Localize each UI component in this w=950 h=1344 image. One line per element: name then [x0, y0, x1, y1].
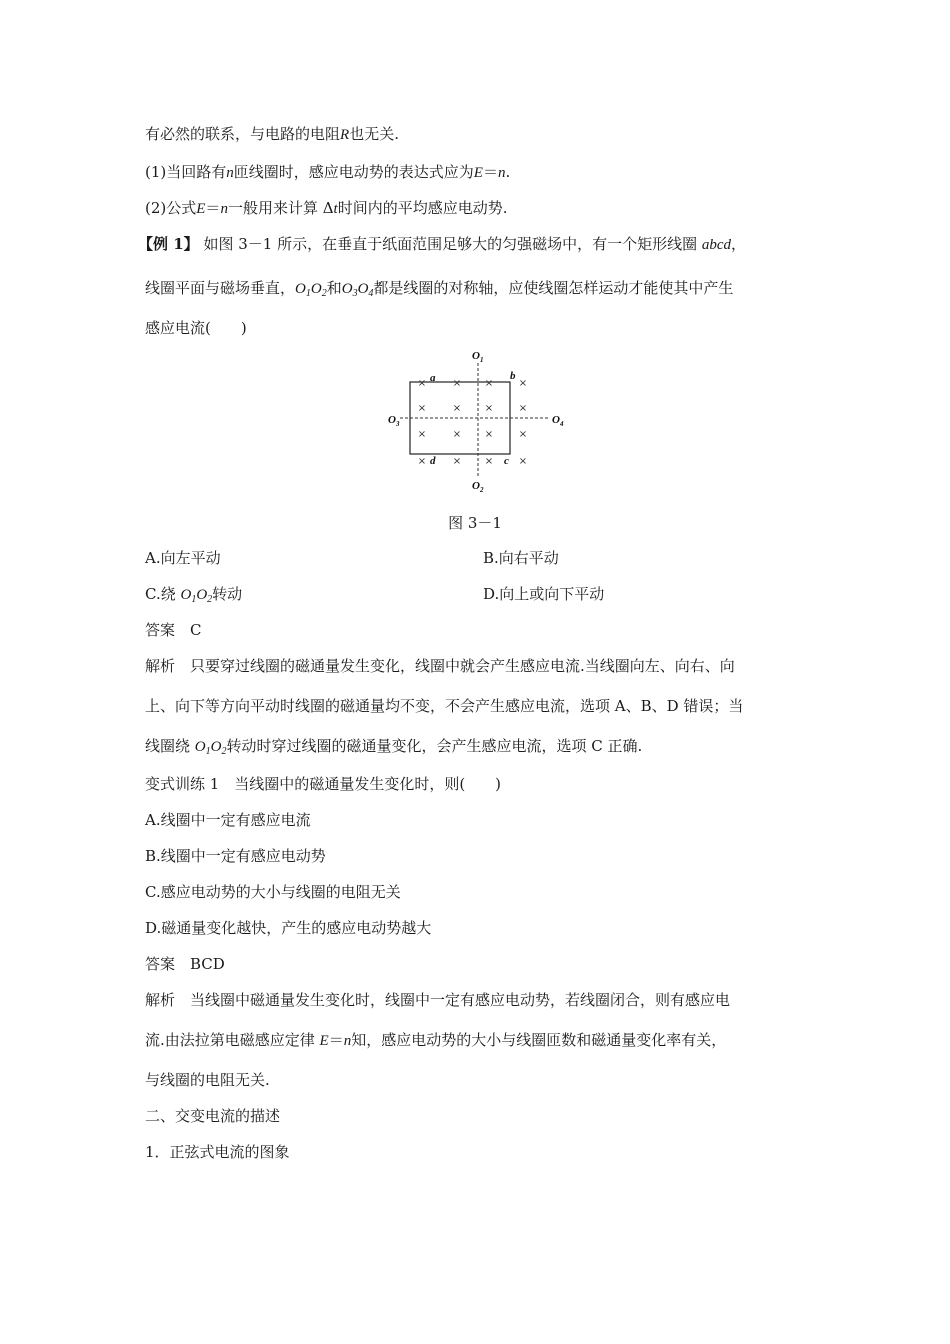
- example-tag: 【例 1】: [138, 235, 199, 253]
- text: 转动时穿过线圈的磁通量变化，会产生感应电流，选项 C 正确.: [226, 737, 643, 755]
- math-var: n: [343, 1033, 352, 1049]
- text: ＝: [205, 199, 221, 217]
- text: 感应电流( ): [145, 319, 247, 337]
- field-cross: ×: [518, 429, 528, 440]
- field-cross: ×: [484, 378, 494, 389]
- text: 也无关.: [349, 125, 399, 143]
- text: 匝线圈时，感应电动势的表达式应为: [233, 163, 474, 181]
- math-var: E: [196, 201, 206, 217]
- math-var: t: [333, 201, 338, 217]
- paragraph-line: [145, 162, 510, 183]
- text: .: [505, 163, 511, 181]
- field-cross: ×: [484, 429, 494, 440]
- analysis-line: 解析 只要穿过线圈的磁通量发生变化，线圈中就会产生感应电流.当线圈向左、向右、向: [145, 657, 735, 675]
- subscript: 3: [352, 288, 358, 299]
- text: 线圈绕: [145, 737, 195, 755]
- option-c: [145, 584, 242, 610]
- field-cross: ×: [484, 403, 494, 414]
- answer: 答案 BCD: [145, 955, 225, 973]
- paragraph-line: [145, 124, 399, 145]
- field-cross: ×: [518, 403, 528, 414]
- paragraph-line: [145, 198, 508, 219]
- analysis-line: 上、向下等方向平动时线圈的磁通量均不变，不会产生感应电流，选项 A、B、D 错误；当: [145, 697, 744, 715]
- text: 时间内的平均感应电动势.: [337, 199, 508, 217]
- field-cross: ×: [452, 456, 462, 467]
- field-cross: ×: [417, 456, 427, 467]
- field-cross: ×: [417, 403, 427, 414]
- math-var: O: [295, 281, 306, 297]
- magnetic-field-coil-diagram: [378, 345, 578, 493]
- label-O2: $O_2$: [472, 480, 484, 493]
- math-var: O: [310, 281, 322, 297]
- text: (2)公式: [145, 199, 197, 217]
- text: 转动: [212, 585, 243, 603]
- variant-option-d: D.磁通量变化越快，产生的感应电动势越大: [145, 919, 432, 937]
- math-var: O: [180, 587, 192, 603]
- text: ＝: [328, 1031, 344, 1049]
- section-heading: 二、交变电流的描述: [145, 1107, 281, 1125]
- corner-b: b: [510, 370, 516, 382]
- subsection-heading: 1．正弦式电流的图象: [145, 1143, 290, 1161]
- option-b: B.向右平动: [483, 549, 559, 567]
- math-var: O: [210, 739, 222, 755]
- label-O3: $O_3$: [388, 414, 400, 428]
- analysis-line: 与线圈的电阻无关.: [145, 1071, 270, 1089]
- field-cross: ×: [417, 378, 427, 389]
- text: C.绕: [145, 585, 181, 603]
- text: 有必然的联系，与电路的电阻: [145, 125, 341, 143]
- math-var: O: [357, 281, 369, 297]
- corner-d: d: [430, 455, 436, 467]
- math-var: O: [196, 587, 208, 603]
- subscript: 1: [191, 594, 197, 605]
- field-cross: ×: [518, 456, 528, 467]
- analysis-line: [145, 736, 642, 762]
- subscript: 2: [221, 746, 227, 757]
- field-cross: ×: [452, 378, 462, 389]
- field-cross: ×: [417, 429, 427, 440]
- subscript: 2: [321, 288, 327, 299]
- subscript: 1: [305, 288, 311, 299]
- corner-c: c: [504, 455, 509, 467]
- math-var: E: [319, 1033, 329, 1049]
- math-var: O: [194, 739, 206, 755]
- text: (1)当回路有: [145, 163, 227, 181]
- figure-caption: 图 3－1: [448, 514, 502, 532]
- label-O1: $O_1$: [472, 350, 484, 364]
- text: ，: [731, 235, 747, 253]
- variant-option-c: C.感应电动势的大小与线圈的电阻无关: [145, 883, 401, 901]
- answer: 答案 C: [145, 621, 202, 639]
- paragraph-line: [145, 318, 247, 338]
- field-cross: ×: [484, 456, 494, 467]
- subscript: 1: [205, 746, 211, 757]
- text: 一般用来计算 Δ: [227, 199, 334, 217]
- math-var: R: [340, 127, 350, 143]
- variant-option-a: A.线圈中一定有感应电流: [145, 811, 311, 829]
- variant-question: 变式训练 1 当线圈中的磁通量发生变化时，则( ): [145, 775, 502, 793]
- text: 和: [326, 279, 342, 297]
- subscript: 4: [368, 288, 374, 299]
- example-heading: [138, 234, 746, 255]
- option-d: D.向上或向下平动: [483, 585, 605, 603]
- option-a: A.向左平动: [145, 549, 221, 567]
- text: 如图 3－1 所示，在垂直于纸面范围足够大的匀强磁场中，有一个矩形线圈: [198, 235, 702, 253]
- text: 知，感应电动势的大小与线圈匝数和磁通量变化率有关，: [351, 1031, 727, 1049]
- math-var: E: [473, 165, 483, 181]
- analysis-line: [145, 1030, 726, 1051]
- corner-a: a: [430, 372, 436, 384]
- field-cross: ×: [452, 403, 462, 414]
- field-cross: ×: [452, 429, 462, 440]
- variant-option-b: B.线圈中一定有感应电动势: [145, 847, 326, 865]
- text: ＝: [482, 163, 498, 181]
- math-var: abcd: [701, 237, 732, 253]
- paragraph-line: [145, 278, 733, 304]
- subscript: 2: [207, 594, 213, 605]
- math-var: n: [226, 165, 234, 181]
- text: 线圈平面与磁场垂直，: [145, 279, 296, 297]
- math-var: O: [341, 281, 353, 297]
- label-O4: $O_4$: [552, 414, 564, 428]
- math-var: n: [220, 201, 228, 217]
- text: 流.由法拉第电磁感应定律: [145, 1031, 320, 1049]
- math-var: n: [497, 165, 506, 181]
- analysis-line: 解析 当线圈中磁通量发生变化时，线圈中一定有感应电动势，若线圈闭合，则有感应电: [145, 991, 731, 1009]
- text: 都是线圈的对称轴，应使线圈怎样运动才能使其中产生: [373, 279, 734, 297]
- field-cross: ×: [518, 378, 528, 389]
